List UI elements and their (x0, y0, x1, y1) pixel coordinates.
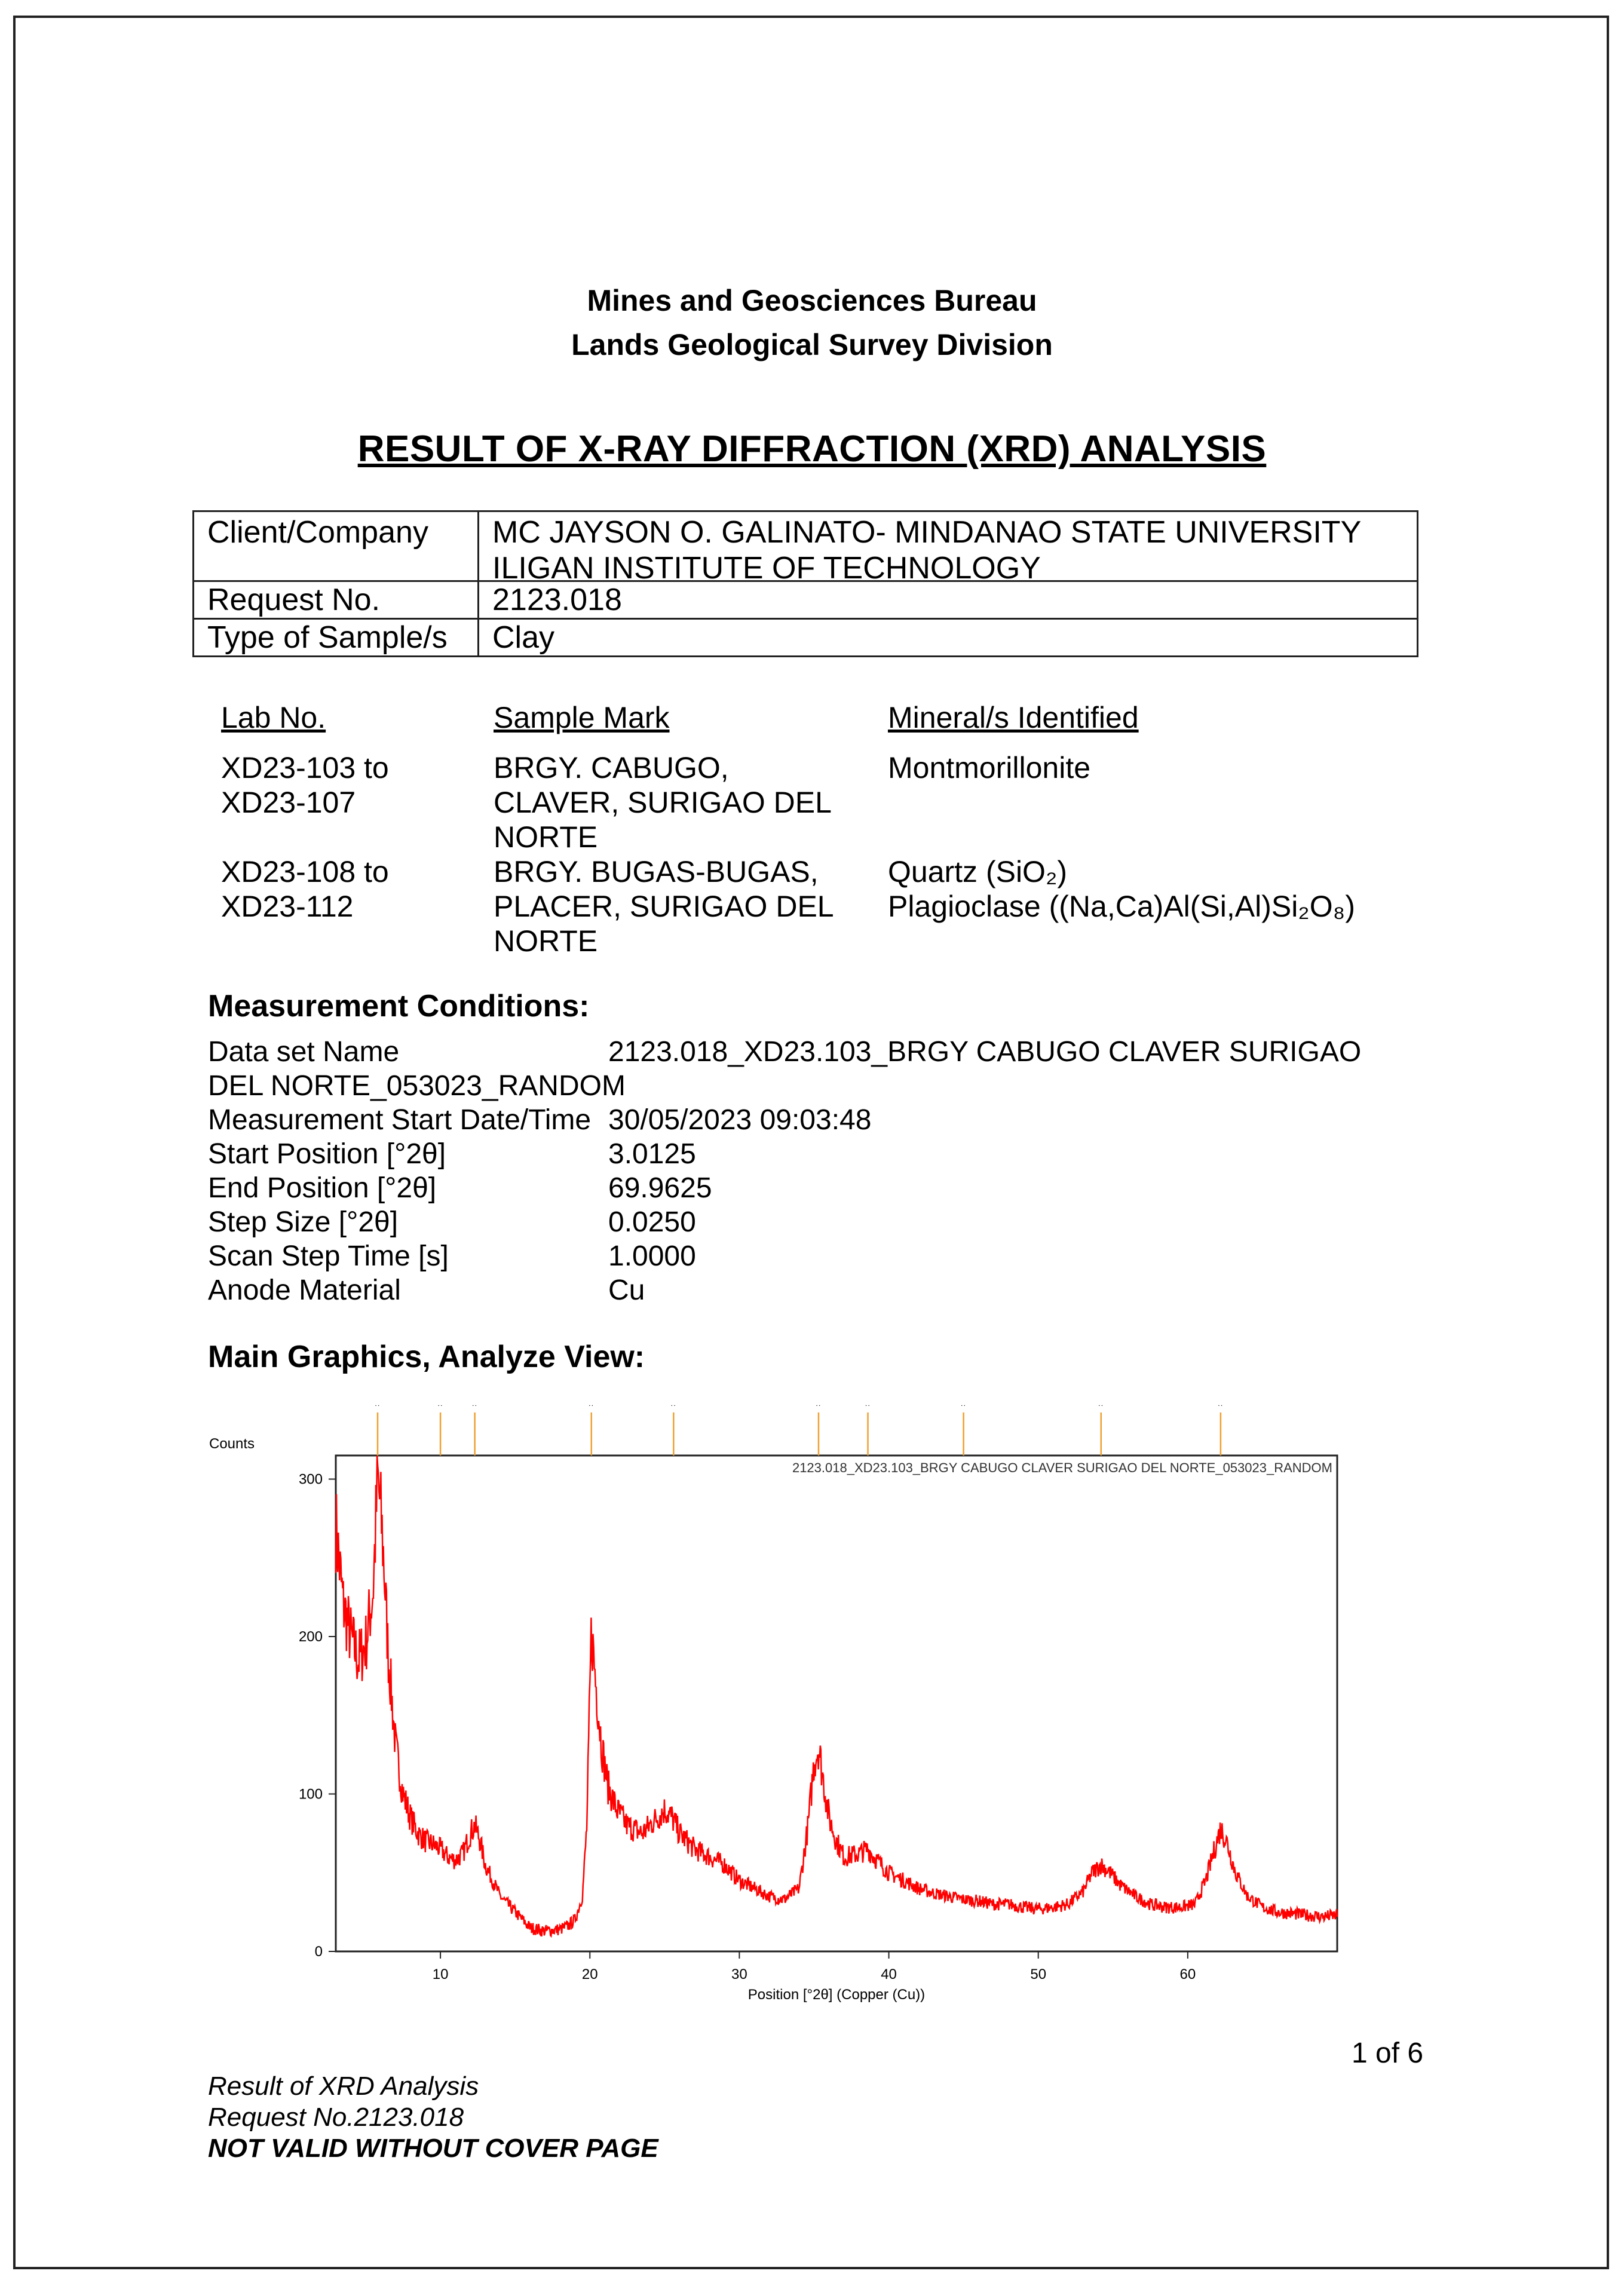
reference-peak-glyph: ˙˙ (1218, 1404, 1224, 1413)
sample-type-label: Type of Sample/s (207, 620, 448, 655)
result-row-2-lab (221, 854, 389, 924)
scan-step-time-label: Scan Step Time [s] (208, 1240, 449, 1272)
result-row-1-lab (221, 750, 389, 820)
request-label: Request No. (207, 583, 381, 617)
request-value: 2123.018 (492, 583, 622, 617)
end-position-label: End Position [°2θ] (208, 1172, 437, 1204)
reference-peak-glyph: ˙˙ (670, 1404, 677, 1413)
measurement-heading: Measurement Conditions: (208, 989, 590, 1024)
start-datetime-value: 30/05/2023 09:03:48 (608, 1104, 872, 1136)
lab-line: XD23-103 to (221, 751, 389, 785)
start-position-label: Start Position [°2θ] (208, 1138, 446, 1170)
anode-material-value: Cu (608, 1274, 645, 1306)
graphics-heading: Main Graphics, Analyze View: (208, 1340, 645, 1374)
y-tick-label: 200 (298, 1629, 323, 1645)
client-value (492, 512, 1404, 580)
reference-peak-glyph: ˙˙ (437, 1404, 443, 1413)
x-tick-label: 50 (1030, 1966, 1047, 1982)
x-tick-label: 20 (581, 1966, 598, 1982)
division-name: Lands Geological Survey Division (571, 328, 1053, 361)
reference-peak-glyph: ˙˙ (865, 1404, 871, 1413)
table-row (194, 511, 1418, 581)
end-position-value: 69.9625 (608, 1172, 712, 1204)
y-tick-label: 0 (314, 1944, 323, 1960)
reference-peak-glyph: ˙˙ (1098, 1404, 1104, 1413)
start-position-value: 3.0125 (608, 1138, 696, 1170)
diffraction-trace (336, 1456, 1337, 1936)
x-tick-label: 60 (1179, 1966, 1196, 1982)
anode-material-label: Anode Material (208, 1274, 401, 1306)
page-number: 1 of 6 (1352, 2037, 1424, 2069)
result-row-2-mineral (888, 854, 1355, 924)
page-title: RESULT OF X-RAY DIFFRACTION (XRD) ANALYSIS (357, 428, 1267, 470)
x-tick-label: 10 (432, 1966, 449, 1982)
mineral-line: Montmorillonite (888, 751, 1091, 785)
reference-peak-glyph: ˙˙ (471, 1404, 478, 1413)
footer-line-1: Result of XRD Analysis (208, 2072, 479, 2101)
footer-line-3: NOT VALID WITHOUT COVER PAGE (208, 2134, 658, 2163)
step-size-value: 0.0250 (608, 1206, 696, 1238)
plot-frame (336, 1455, 1337, 1951)
mineral-line: Plagioclase ((Na,Ca)Al(Si,Al)Si₂O₈) (888, 890, 1355, 923)
mineral-header: Mineral/s Identified (888, 701, 1139, 734)
x-tick-label: 40 (881, 1966, 897, 1982)
table-row (194, 581, 1418, 619)
client-value-line1: MC JAYSON O. GALINATO- MINDANAO STATE UNIVERSITY (492, 515, 1362, 550)
mark-line: BRGY. BUGAS-BUGAS, (494, 855, 819, 888)
mark-line: NORTE (494, 820, 598, 854)
sample-mark-header: Sample Mark (494, 701, 670, 734)
footer-line-2: Request No.2123.018 (208, 2103, 464, 2132)
x-tick-label: 30 (731, 1966, 747, 1982)
reference-peak-glyph: ˙˙ (960, 1404, 967, 1413)
footer (208, 2071, 658, 2164)
lab-no-header: Lab No. (221, 701, 326, 734)
table-row (194, 619, 1418, 657)
y-axis-label: Counts (209, 1436, 255, 1452)
lab-line: XD23-107 (221, 786, 356, 819)
result-row-2-mark (494, 854, 834, 958)
mark-line: NORTE (494, 924, 598, 958)
org-name: Mines and Geosciences Bureau (587, 284, 1037, 317)
client-value-line2: ILIGAN INSTITUTE OF TECHNOLOGY (492, 551, 1041, 580)
dataset-label: Data set Name (208, 1036, 400, 1068)
reference-peaks (375, 1404, 1223, 1455)
sample-type-value: Clay (492, 620, 555, 655)
scan-step-time-value: 1.0000 (608, 1240, 696, 1272)
reference-peak-glyph: ˙˙ (375, 1404, 381, 1413)
x-axis-label: Position [°2θ] (Copper (Cu)) (747, 1987, 926, 2003)
mineral-line: Quartz (SiO₂) (888, 855, 1067, 888)
y-tick-label: 300 (298, 1471, 323, 1488)
result-row-1-mineral (888, 750, 1090, 785)
xrd-chart (0, 1392, 1624, 2020)
dataset-value-cont: DEL NORTE_053023_RANDOM (208, 1070, 626, 1102)
lab-line: XD23-108 to (221, 855, 389, 888)
y-tick-label: 100 (298, 1786, 323, 1803)
reference-peak-glyph: ˙˙ (589, 1404, 595, 1413)
client-info-table (192, 510, 1418, 657)
dataset-value: 2123.018_XD23.103_BRGY CABUGO CLAVER SURIGAO (608, 1036, 1362, 1068)
mark-line: BRGY. CABUGO, (494, 751, 729, 785)
client-label: Client/Company (207, 515, 428, 550)
lab-line: XD23-112 (221, 890, 354, 923)
start-datetime-label: Measurement Start Date/Time (208, 1104, 592, 1136)
chart-title: 2123.018_XD23.103_BRGY CABUGO CLAVER SURIGAO DEL NORTE_053023_RANDOM (792, 1460, 1332, 1475)
mark-line: PLACER, SURIGAO DEL (494, 890, 834, 923)
step-size-label: Step Size [°2θ] (208, 1206, 399, 1238)
mark-line: CLAVER, SURIGAO DEL (494, 786, 832, 819)
result-row-1-mark (494, 750, 832, 854)
reference-peak-glyph: ˙˙ (816, 1404, 822, 1413)
